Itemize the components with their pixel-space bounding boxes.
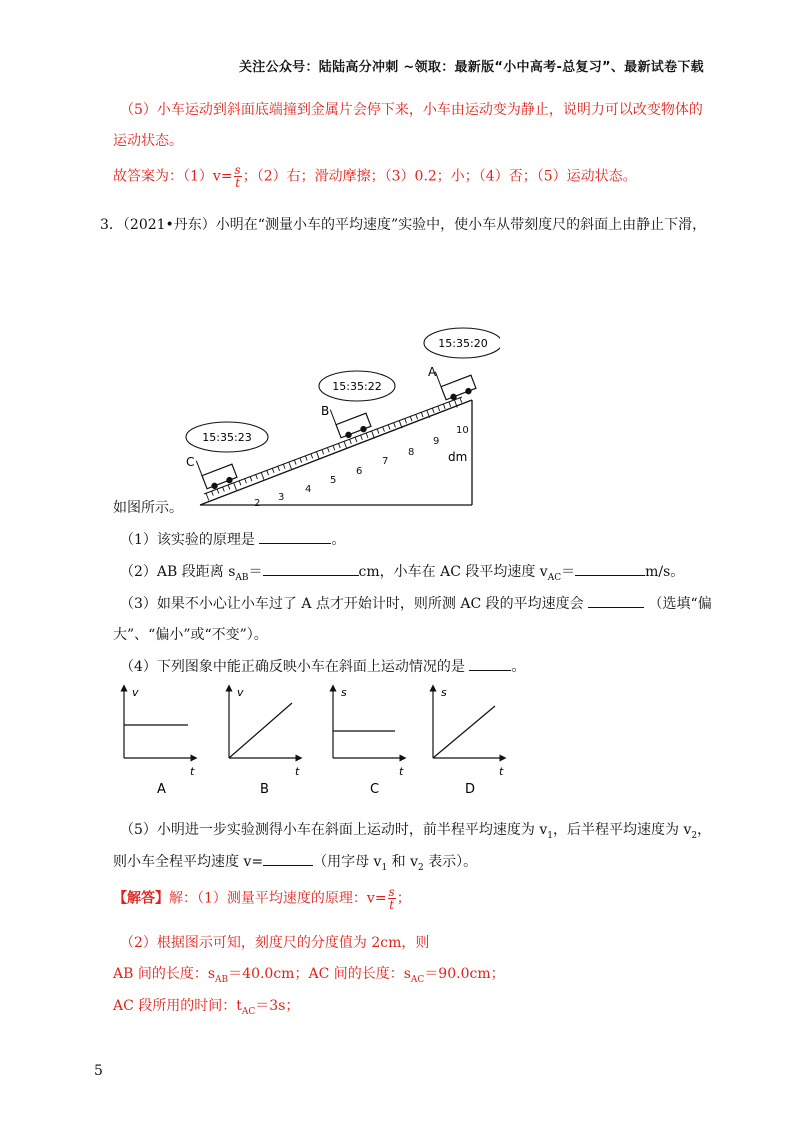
ruler-tick [212,491,214,496]
answer-blank-2a[interactable] [263,562,359,576]
ruler-tick [327,448,329,453]
question-3-intro: 3．（2021•丹东）小明在“测量小车的平均速度”实验中，使小车从带刻度尺的斜面上由静止下滑， [100,217,707,233]
ruler-tick [256,474,258,479]
subquestion-5-line1: （5）小明进一步实验测得小车在斜面上运动时，前半程平均速度为 $v_1$，后半程平均速度为 $v_2$， [120,822,712,841]
svg-text:s: s [441,686,447,699]
ruler-tick [339,443,341,448]
answer-blank-5[interactable] [263,852,313,866]
svg-text:C: C [370,782,380,797]
svg-text:s: s [341,686,347,699]
ruler-unit: dm [448,450,468,464]
point-a-label: A [428,365,437,379]
ruler-tick [443,404,445,409]
ruler-number-4: 4 [305,484,312,495]
ruler-tick [377,429,379,434]
ruler-tick [333,446,335,451]
ruler-tick [272,468,274,473]
ruler-tick [311,454,313,459]
graph-c [333,686,404,797]
ruler-tick [305,456,307,461]
svg-text:t: t [190,765,195,778]
ruler-tick [350,439,352,444]
graphs-figure [110,682,530,800]
ruler-tick [223,487,225,492]
solution-line1: 【解答】解：（1）测量平均速度的原理：v= $\frac{s}{t}$ ； [113,885,411,912]
ruler-tick [460,398,462,403]
point-b-label: B [321,404,330,418]
ruler-number-9: 9 [433,436,440,447]
ruler-tick [267,470,269,475]
solution-line4: AC 段所用的时间：$t_{AC}=3s$； [113,998,300,1017]
answer-blank-2b[interactable] [575,562,645,576]
ruler-tick [383,427,385,432]
ruler-number-3: 3 [278,492,285,503]
fraction-s-over-t: $\frac{s}{t}$ [388,885,395,912]
subquestion-1: （1）该实验的原理是 。 [120,532,346,548]
ruler-tick [366,433,368,438]
ruler-tick [289,462,292,469]
graph-b [229,686,300,797]
ruler-tick [234,483,237,490]
svg-text:v: v [237,686,244,699]
ruler-tick [228,485,230,490]
ruler-tick [449,402,451,407]
fraction-s-over-t: $\frac{s}{t}$ [234,163,241,190]
ruler-tick [438,406,440,411]
ruler-tick [388,425,390,430]
solution-line3: AB 间的长度：$s_{AB}=40.0cm$；AC 间的长度：$s_{AC}=90.0cm$； [113,966,505,985]
svg-text:B: B [260,782,269,797]
answer-blank-3[interactable] [588,594,644,608]
ruler-number-2: 2 [254,498,261,509]
subquestion-3-line1: （3）如果不小心让小车过了 A 点才开始计时，则所测 AC 段的平均速度会 （选填“偏 [120,596,712,612]
solution-line2: （2）根据图示可知，刻度尺的分度值为 2cm，则 [120,935,430,951]
ruler-tick [278,466,280,471]
ruler-tick [239,481,241,486]
svg-text:A: A [157,782,166,797]
ruler-tick [206,493,209,500]
subquestion-3-line2: 大”、“偏小”或“不变”）。 [113,627,268,643]
svg-text:D: D [465,782,476,797]
clock-c-time: 15:35:23 [202,431,252,444]
ruler-tick [432,408,434,413]
ruler-number-7: 7 [382,456,389,467]
ruler-tick [421,412,423,417]
clock-b-time: 15:35:22 [332,380,382,393]
ruler-tick [372,431,375,438]
page-header: 关注公众号：陆陆高分冲刺 ~领取：最新版“小中高考-总复习”、最新试卷下载 [238,60,704,75]
prev-answer-5-line1: （5）小车运动到斜面底端撞到金属片会停下来，小车由运动变为静止，说明力可以改变物体的 [120,102,703,118]
figure-caption: 如图所示。 [113,500,183,516]
subquestion-4: （4）下列图象中能正确反映小车在斜面上运动情况的是 。 [120,659,526,675]
ruler-tick [261,472,264,479]
cart-b [330,398,372,440]
ruler-tick [300,458,302,463]
ruler-tick [410,417,412,422]
ruler-tick [322,450,324,455]
ruler-tick [344,441,347,448]
graph-a [124,686,195,797]
clock-a-time: 15:35:20 [438,337,488,350]
ruler-tick [217,489,219,494]
graph-d [433,686,504,797]
cart-c [196,449,238,491]
ruler-tick [405,419,407,424]
svg-text:t: t [295,765,300,778]
prev-answer-5-line2: 运动状态。 [113,133,183,149]
incline-ruler-figure [180,325,500,515]
subquestion-5-line2: 则小车全程平均速度 v= （用字母 $v_1$ 和 $v_2$ 表示）。 [113,854,478,873]
ruler-tick [416,415,418,420]
ruler-tick [355,437,357,442]
ruler-tick [294,460,296,465]
ruler-tick [283,464,285,469]
cart-a [435,360,477,402]
page-number: 5 [94,1063,103,1079]
svg-text:v: v [132,686,139,699]
subquestion-2: （2）AB 段距离 $s_{AB}=$ cm，小车在 AC 段平均速度 $v_{AC}= m/s$。 [120,564,685,583]
ruler-tick [250,476,252,481]
ruler-tick [361,435,363,440]
ruler-tick [316,452,319,459]
ruler-number-5: 5 [330,475,337,486]
answer-blank-1[interactable] [259,530,331,544]
point-c-label: C [186,455,195,469]
ruler-number-10: 10 [456,425,469,436]
ruler-tick [394,423,396,428]
answer-blank-4[interactable] [469,657,511,671]
ruler-number-8: 8 [408,447,415,458]
ruler-tick [245,479,247,484]
ruler-number-6: 6 [356,466,363,477]
svg-text:t: t [499,765,504,778]
svg-text:t: t [399,765,404,778]
prev-final-answer: 故答案为：（1）v= $\frac{s}{t}$ ；（2）右；滑动摩擦；（3）0.2；小；（4）否；（5）运动状态。 [113,163,637,190]
incline-slope [200,400,472,505]
